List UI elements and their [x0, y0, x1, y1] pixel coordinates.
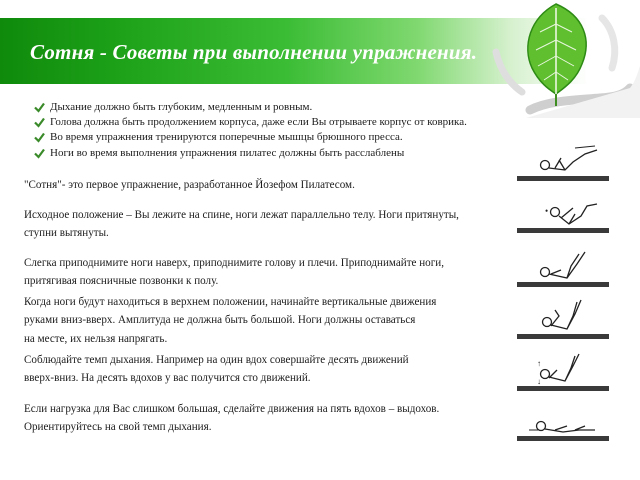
text-line: Соблюдайте темп дыхания. Например на один вдох совершайте десять движений [24, 354, 409, 366]
svg-text:↑: ↑ [537, 359, 541, 368]
list-item [34, 146, 534, 161]
list-item-text: Во время упражнения тренируются поперечные мышцы брюшного пресса. [50, 131, 403, 144]
lift-paragraph [24, 254, 524, 291]
pilates-figure-icon [515, 296, 610, 348]
load-paragraph [24, 400, 524, 437]
list-item [34, 100, 534, 115]
list-item [34, 115, 534, 130]
breathing-paragraph [24, 351, 524, 388]
checkmark-bullet-icon [34, 132, 45, 143]
text-line: ступни вытянуты. [24, 227, 109, 240]
start-position-paragraph [24, 206, 524, 243]
list-item-text: Голова должна быть продолжением корпуса, даже если Вы отрываете корпус от коврика. [50, 116, 467, 129]
list-item [34, 130, 534, 145]
tips-list [34, 100, 534, 161]
page-title: Сотня - Советы при выполнении упражнения. [30, 40, 478, 64]
text-line: Ориентируйтесь на свой темп дыхания. [24, 421, 212, 434]
text-line: Когда ноги будут находиться в верхнем положении, начинайте вертикальные движения [24, 296, 437, 308]
text-line: Слегка приподнимите ноги наверх, приподнимите голову и плечи. Приподнимайте ноги, [24, 257, 444, 269]
pilates-figure-icon [515, 192, 610, 244]
svg-text:↓: ↓ [537, 377, 541, 386]
list-item-text: Ноги во время выполнения упражнения пилатес должны быть расслаблены [50, 146, 405, 159]
pilates-figure-icon [515, 244, 610, 296]
checkmark-bullet-icon [34, 148, 45, 159]
list-item-text: Дыхание должно быть глубоким, медленным и ровным. [50, 101, 313, 113]
checkmark-bullet-icon [34, 102, 45, 113]
text-line: Исходное положение – Вы лежите на спине, ноги лежат параллельно телу. Ноги притянуты, [24, 209, 459, 221]
text-line: руками вниз-вверх. Амплитуда не должна быть большой. Ноги должны оставаться [24, 314, 416, 327]
text-line: Если нагрузка для Вас слишком большая, сделайте движения на пять вдохов – выдохов. [24, 403, 440, 415]
text-line: "Сотня"- это первое упражнение, разработанное Йозефом Пилатесом. [24, 179, 355, 191]
arm-movement-paragraph [24, 293, 524, 348]
intro-paragraph [24, 176, 524, 194]
pilates-figure-icon [515, 348, 610, 400]
text-line: притягивая поясничные позвонки к полу. [24, 275, 219, 288]
exercise-illustrations [515, 140, 610, 446]
pilates-figure-icon [515, 140, 610, 192]
pilates-figure-icon [515, 400, 610, 452]
text-line: на месте, их нельзя напрягать. [24, 332, 168, 345]
checkmark-bullet-icon [34, 117, 45, 128]
svg-text:•: • [545, 206, 549, 216]
text-line: вверх-вниз. На десять вдохов у вас получится сто движений. [24, 372, 311, 385]
